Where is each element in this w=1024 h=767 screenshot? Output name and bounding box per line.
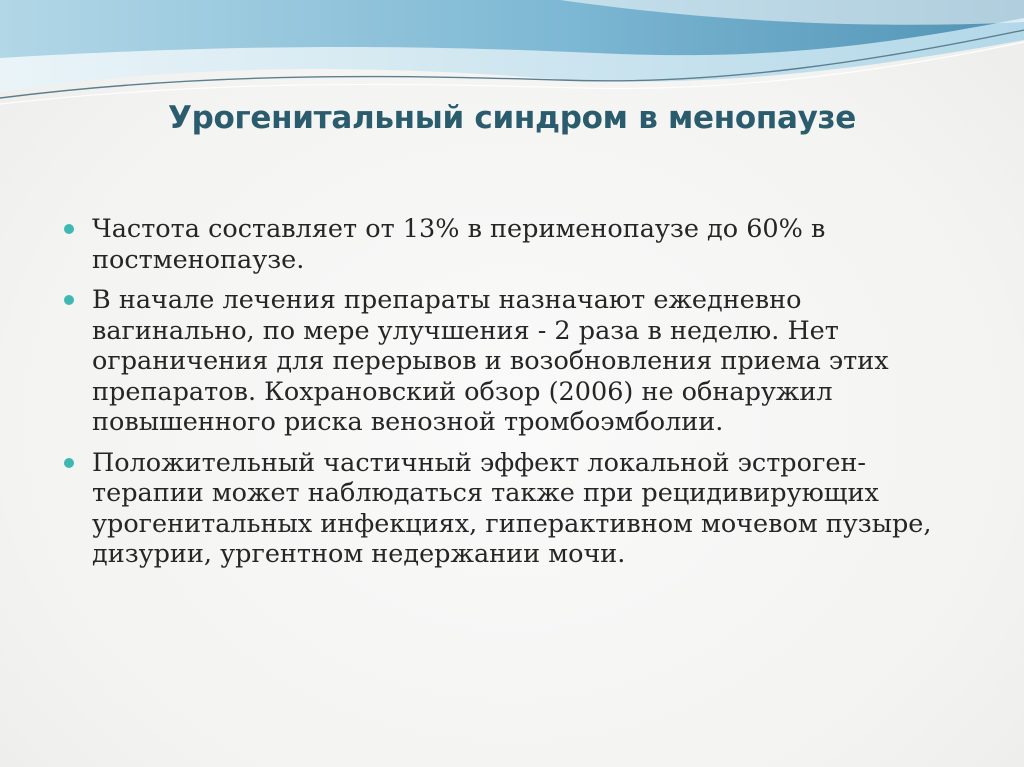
bullet-text: Частота составляет от 13% в перименопаузе до 60% в постменопаузе. bbox=[92, 214, 826, 275]
bullet-list bbox=[64, 214, 964, 580]
bullet-text: В начале лечения препараты назначают ежедневно вагинально, по мере улучшения - 2 раза в неделю. Нет ограничения для перерывов и возобновления приема этих препаратов. Кохрановский обзор (2006) не обнаружил повышенного риска венозной тромбоэмболии. bbox=[92, 285, 889, 437]
teal-circle-bullet-icon bbox=[64, 295, 74, 305]
bullet-item bbox=[64, 448, 964, 570]
teal-circle-bullet-icon bbox=[64, 458, 74, 468]
teal-circle-bullet-icon bbox=[64, 224, 74, 234]
slide-title: Урогенитальный синдром в менопаузе bbox=[168, 100, 856, 136]
bullet-item bbox=[64, 214, 964, 275]
bullet-text: Положительный частичный эффект локальной эстроген-терапии может наблюдаться также при рецидивирующих урогенитальных инфекциях, гиперактивном мочевом пузыре, дизурии, ургентном недержании мочи. bbox=[92, 447, 932, 569]
bullet-item bbox=[64, 285, 964, 438]
